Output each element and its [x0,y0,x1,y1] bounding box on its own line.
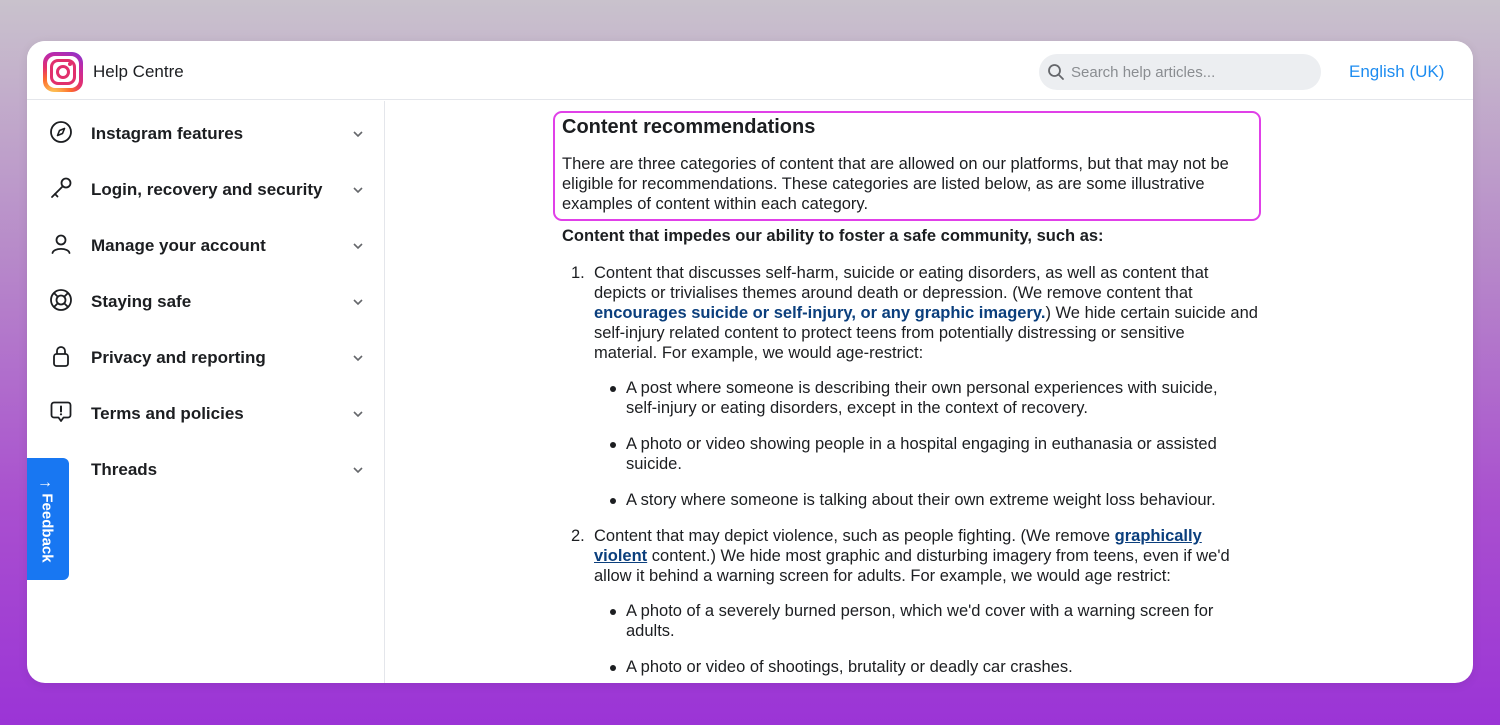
intro-paragraph [562,154,1262,214]
person-icon [49,232,73,256]
lifebuoy-icon [49,288,73,312]
bullet-dot [610,665,616,671]
bullet-line: A post where someone is describing their own personal experiences with suicide, [626,379,1218,397]
list-item [626,434,1276,474]
bullet-line: suicide. [626,455,682,473]
article-content [386,101,1473,683]
top-bar [27,41,1473,100]
key-icon [49,176,73,200]
help-centre-window [27,41,1473,683]
sidebar-item-label: Staying safe [91,292,192,311]
sidebar-item-label: Privacy and reporting [91,348,266,367]
chevron-down-icon [352,186,364,194]
list-line-text: Content that may depict violence, such as people fighting. (We remove [594,527,1115,545]
logo-lens [56,65,70,79]
list-line: Content that discusses self-harm, suicide or eating disorders, as well as content that [594,264,1209,282]
list-item [626,378,1276,418]
intro-line: There are three categories of content that are allowed on our platforms, but that may not be [562,155,1229,173]
sidebar [27,101,385,683]
sidebar-item-terms-policies[interactable] [27,384,385,440]
arrow-right-icon: → [37,474,53,491]
intro-line: examples of content within each category. [562,195,869,213]
list-line [594,526,1274,546]
sidebar-item-staying-safe[interactable] [27,272,385,328]
sidebar-item-label: Instagram features [91,124,244,143]
feedback-button[interactable] [27,458,69,580]
list-item [626,657,1276,677]
bullet-line: adults. [626,622,675,640]
lock-icon [49,344,73,368]
graphically-violent-link[interactable]: violent [594,547,648,565]
sidebar-item-manage-account[interactable] [27,216,385,272]
sidebar-item-instagram-features[interactable] [27,104,385,160]
list-line-text: content.) We hide most graphic and disturbing imagery from teens, even if we'd [647,547,1230,565]
chevron-down-icon [352,354,364,362]
chevron-down-icon [352,298,364,306]
bullet-dot [610,498,616,504]
bullet-dot [610,386,616,392]
app-title[interactable]: Help Centre [93,62,184,81]
chevron-down-icon [352,242,364,250]
feedback-label: Feedback [38,493,56,563]
list-item-1 [594,263,1274,363]
graphically-violent-link[interactable]: graphically [1114,527,1202,545]
article-title: Content recommendations [562,116,816,138]
sidebar-item-label: Terms and policies [91,404,244,423]
list-line [594,546,1274,566]
list-line: allow it behind a warning screen for adults. For example, we would age restrict: [594,567,1171,585]
chevron-down-icon [352,466,364,474]
alert-bubble-icon [49,400,73,424]
list-line: material. For example, we would age-restrict: [594,344,924,362]
logo-dot [68,62,72,66]
bullet-dot [610,609,616,615]
list-item [626,490,1276,510]
sidebar-item-login-recovery-security[interactable] [27,160,385,216]
list-number: 1. [571,264,585,282]
list-line: depicts or trivialises themes around death or depression. (We remove content that [594,284,1193,302]
suicide-self-injury-link[interactable]: encourages suicide or self-injury, or any graphic imagery. [594,304,1046,322]
list-number: 2. [571,527,585,545]
bullet-dot [610,442,616,448]
search-input[interactable] [1039,54,1321,90]
bullet-line: A photo or video of shootings, brutality or deadly car crashes. [626,658,1073,676]
section-subheading: Content that impedes our ability to foster a safe community, such as: [562,227,1104,245]
list-line [594,303,1274,323]
sidebar-item-label: Manage your account [91,236,266,255]
bullet-line: self-injury or eating disorders, except in the context of recovery. [626,399,1088,417]
language-selector[interactable]: English (UK) [1349,62,1445,81]
chevron-down-icon [352,130,364,138]
list-item [626,601,1276,641]
list-line-text: ) We hide certain suicide and [1045,304,1258,322]
bullet-line: A photo or video showing people in a hospital engaging in euthanasia or assisted [626,435,1217,453]
list-item-2 [594,526,1274,586]
bullet-line: A story where someone is talking about their own extreme weight loss behaviour. [626,491,1216,509]
compass-icon [49,120,73,144]
intro-line: eligible for recommendations. These categories are listed below, as are some illustrative [562,175,1205,193]
sidebar-item-label: Login, recovery and security [91,180,323,199]
sidebar-item-threads[interactable] [27,440,385,496]
sidebar-item-privacy-reporting[interactable] [27,328,385,384]
instagram-logo-icon[interactable] [43,52,83,92]
chevron-down-icon [352,410,364,418]
bullet-line: A photo of a severely burned person, which we'd cover with a warning screen for [626,602,1214,620]
list-line: self-injury related content to protect teens from potentially distressing or sensitive [594,324,1185,342]
sidebar-item-label: Threads [91,460,158,479]
